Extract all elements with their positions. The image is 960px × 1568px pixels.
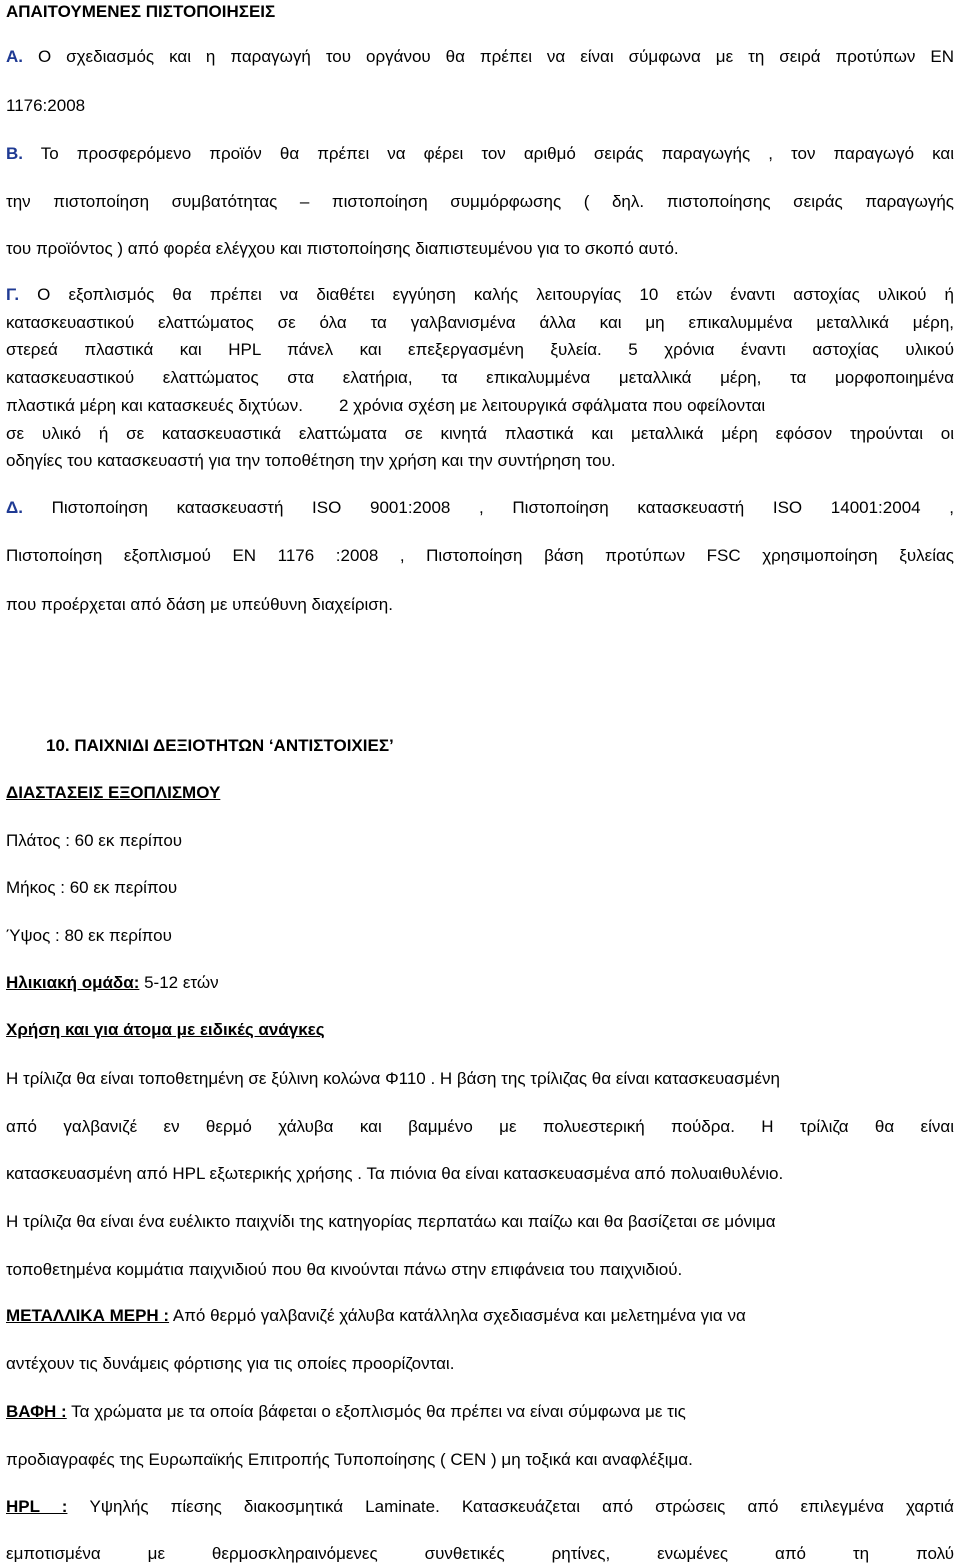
- description-line-5: τοποθετημένα κομμάτια παιχνιδιού που θα κινούνται πάνω στην επιφάνεια του παιχνιδιού.: [6, 1260, 683, 1279]
- cert-g-line: [6, 285, 954, 305]
- cert-g-text-5b: 2 χρόνια σχέση με λειτουργικά σφάλματα που οφείλονται: [338, 396, 766, 415]
- age-group-value: 5-12 ετών: [139, 973, 219, 992]
- description-line-1: Η τρίλιζα θα είναι τοποθετημένη σε ξύλινη κολώνα Φ110 . Η βάση της τρίλιζας θα είναι κατασκευασμένη: [6, 1069, 780, 1088]
- cert-a-text-1: Ο σχεδιασμός και η παραγωγή του οργάνου θα πρέπει να είναι σύμφωνα με τη σειρά προτύπων ΕΝ: [37, 47, 954, 66]
- cert-d-text-1: Πιστοποίηση κατασκευαστή ISO 9001:2008 , Πιστοποίηση κατασκευαστή ISO 14001:2004 ,: [51, 498, 954, 517]
- paint-label: ΒΑΦΗ :: [6, 1402, 67, 1421]
- metal-parts-text-1: Από θερμό γαλβανιζέ χάλυβα κατάλληλα σχεδιασμένα και μελετημένα για να: [169, 1306, 746, 1325]
- cert-d-text-3: που προέρχεται από δάση με υπεύθυνη διαχείριση.: [6, 595, 393, 614]
- age-group-label: Ηλικιακή ομάδα:: [6, 973, 140, 992]
- cert-g-text-7: οδηγίες του κατασκευαστή για την τοποθέτηση την χρήση και την συντήρηση του.: [6, 451, 616, 470]
- cert-g-text-1: Ο εξοπλισμός θα πρέπει να διαθέτει εγγύηση καλής λειτουργίας 10 ετών έναντι αστοχίας υλικού ή: [37, 285, 954, 304]
- hpl-text-1b: Κατασκευάζεται από στρώσεις από επιλεγμένα χαρτιά: [439, 1497, 955, 1516]
- dimensions-heading: ΔΙΑΣΤΑΣΕΙΣ ΕΞΟΠΛΙΣΜΟΥ: [6, 783, 221, 802]
- metal-parts-line-1: [6, 1306, 954, 1326]
- cert-a-line: [6, 47, 954, 67]
- metal-parts-text-2: αντέχουν τις δυνάμεις φόρτισης για τις οποίες προορίζονται.: [6, 1354, 455, 1373]
- certifications-title: ΑΠΑΙΤΟΥΜΕΝΕΣ ΠΙΣΤΟΠΟΙΗΣΕΙΣ: [6, 2, 276, 21]
- description-line-2: από γαλβανιζέ εν θερμό χάλυβα και βαμμένο με πολυεστερική πούδρα. Η τρίλιζα θα είναι: [6, 1117, 954, 1136]
- paint-text-2: προδιαγραφές της Ευρωπαϊκής Επιτροπής Τυποποίησης ( CEN ) μη τοξικά και αναφλέξιμα.: [6, 1450, 693, 1469]
- paint-line-1: [6, 1402, 954, 1422]
- description-line-4: Η τρίλιζα θα είναι ένα ευέλικτο παιχνίδι της κατηγορίας περπατάω και παίζω και θα βασίζεται σε μόνιμα: [6, 1212, 776, 1231]
- cert-b-text-3: του προϊόντος ) από φορέα ελέγχου και πιστοποίησης διαπιστευμένου για το σκοπό αυτό.: [6, 239, 679, 258]
- cert-g-text-2: κατασκευαστικού ελαττώματος σε όλα τα γαλβανισμένα άλλα και μη επικαλυμμένα μεταλλικά μέρη,: [6, 313, 954, 332]
- hpl-text-1a: Υψηλής πίεσης διακοσμητικά Laminate.: [67, 1497, 440, 1516]
- cert-b-text-2: την πιστοποίηση συμβατότητας – πιστοποίηση συμμόρφωσης ( δηλ. πιστοποίησης σειράς παραγωγής: [6, 192, 954, 211]
- dimension-length: Μήκος : 60 εκ περίπου: [6, 878, 178, 897]
- special-needs-heading: Χρήση και για άτομα με ειδικές ανάγκες: [6, 1020, 325, 1039]
- dimension-width: Πλάτος : 60 εκ περίπου: [6, 831, 183, 850]
- hpl-line-1: [6, 1497, 954, 1517]
- hpl-label: HPL :: [6, 1497, 68, 1516]
- cert-g-label: Γ.: [6, 285, 20, 304]
- cert-g-text-5a: πλαστικά μέρη και κατασκευές διχτύων.: [6, 396, 303, 415]
- cert-d-text-2: Πιστοποίηση εξοπλισμού EN 1176 :2008 , Πιστοποίηση βάση προτύπων FSC χρησιμοποίηση ξυλείας: [6, 546, 954, 565]
- cert-a-label: Α.: [6, 47, 23, 66]
- cert-g-line-5: [6, 396, 954, 416]
- cert-b-line: [6, 144, 954, 164]
- dimension-height: Ύψος : 80 εκ περίπου: [6, 926, 172, 945]
- cert-g-text-3: στερεά πλαστικά και HPL πάνελ και επεξεργασμένη ξυλεία. 5 χρόνια έναντι αστοχίας υλικού: [6, 340, 954, 359]
- cert-b-text-1: Το προσφερόμενο προϊόν θα πρέπει να φέρει τον αριθμό σειράς παραγωγής , τον παραγωγό και: [40, 144, 954, 163]
- cert-d-line: [6, 498, 954, 518]
- section-10-heading: 10. ΠΑΙΧΝΙΔΙ ΔΕΞΙΟΤΗΤΩΝ ‘ΑΝΤΙΣΤΟΙΧΙΕΣ’: [46, 736, 394, 755]
- metal-parts-label: ΜΕΤΑΛΛΙΚΑ ΜΕΡΗ :: [6, 1306, 170, 1325]
- description-line-3: κατασκευασμένη από HPL εξωτερικής χρήσης . Τα πιόνια θα είναι κατασκευασμένα από πολυαιθυλένιο.: [6, 1164, 784, 1183]
- cert-d-label: Δ.: [6, 498, 23, 517]
- paint-text-1: Τα χρώματα με τα οποία βάφεται ο εξοπλισμός θα πρέπει να είναι σύμφωνα με τις: [66, 1402, 686, 1421]
- age-group: [6, 973, 954, 993]
- cert-g-text-6: σε υλικό ή σε κατασκευαστικά ελαττώματα σε κινητά πλαστικά και μεταλλικά μέρη εφόσον τηρούνται οι: [6, 424, 954, 443]
- hpl-text-2: εμποτισμένα με θερμοσκληραινόμενες συνθετικές ρητίνες, ενωμένες από τη πολύ: [6, 1544, 954, 1563]
- cert-g-text-4: κατασκευαστικού ελαττώματος στα ελατήρια, τα επικαλυμμένα μεταλλικά μέρη, τα μορφοποιημένα: [6, 368, 954, 387]
- cert-b-label: Β.: [6, 144, 23, 163]
- cert-a-text-2: 1176:2008: [6, 96, 86, 115]
